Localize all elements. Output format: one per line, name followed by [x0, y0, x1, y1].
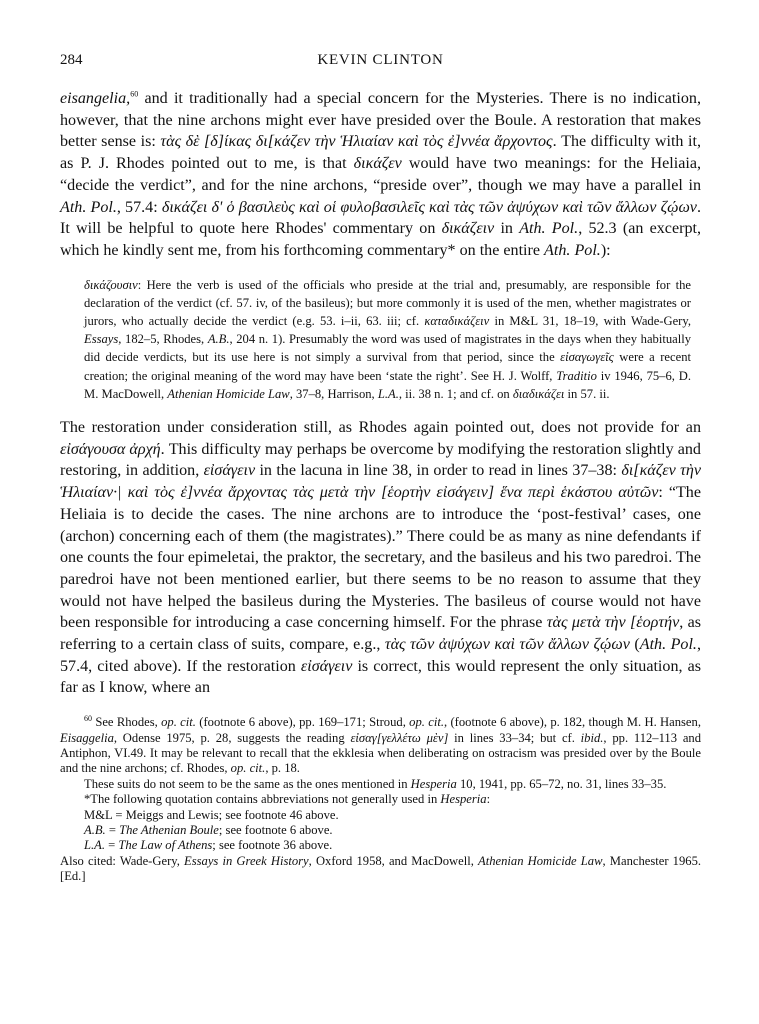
- text-run: in M&L 31, 18–19, with Wade-Gery,: [489, 314, 691, 329]
- text-run: iv 1946, 75–6, D. M. MacDowell,: [84, 368, 691, 401]
- footnote-60: [60, 715, 701, 777]
- footnote-suits: [60, 777, 701, 792]
- greek-quotation: δικάζει δ' ὁ βασιλεὺς καὶ οἱ φυλοβασιλεῖς καὶ τὰς τῶν ἀψύχων καὶ τῶν ἄλλων ζῴων: [161, 198, 697, 216]
- greek-term: δικάζεν: [353, 155, 402, 173]
- footnote-also-cited: [60, 854, 701, 885]
- abbreviation-line: [60, 823, 701, 838]
- abbreviation-expansion: The Law of Athens: [118, 838, 213, 853]
- greek-restoration: τὰς δὲ [δ]ίκας δι[κάζεν τὴν Ἡλιαίαν καὶ τὸς ἐ]ννέα ἄρχοντος: [160, 133, 553, 151]
- text-run: , (footnote 6 above), p. 182, though M. H. Hansen,: [443, 715, 701, 730]
- text-run: These suits do not seem to be the same as the ones mentioned in: [84, 776, 411, 791]
- citation-title: L.A.: [377, 386, 399, 401]
- text-run: : Here the verb is used of the officials who preside at the trial and, presumably, are responsible for the declaration of the verdict (cf. 57. iv, of the basileus); but more commonly it is used of the men, whether magistrates or jurors, who actually decide the verdict (e.g. 53. i–ii, 63. iii; cf.: [84, 277, 691, 329]
- abbreviation-expansion: Meiggs and Lewis; see footnote 46 above.: [125, 807, 339, 822]
- text-run: is correct, this would represent the only situation, as far as I know, where an: [60, 657, 701, 697]
- greek-restoration: δι[κάζεν τὴν Ἡλιαίαν·| καὶ τὸς ἐ]ννέα ἄρχοντας τὰς μετὰ τὴν [ἑορτὴν εἰσάγειν] ἕνα περὶ ἑκάστου αὐτῶν: [60, 462, 701, 502]
- footnote-ref-60: 60: [130, 89, 139, 99]
- citation-title: A.B.: [207, 332, 230, 347]
- main-text: [60, 88, 701, 262]
- text-run: , 204 n. 1). Presumably the word was used of magistrates in the days when they habitually did decide verdicts, but its use here is not simply a survival from that period, since the: [84, 332, 692, 365]
- abbreviation-expansion: The Athenian Boule: [119, 823, 219, 838]
- citation-title: Traditio: [556, 368, 597, 383]
- text-run: 10, 1941, pp. 65–72, no. 31, lines 33–35.: [456, 776, 667, 791]
- journal-title: Hesperia: [410, 776, 457, 791]
- text-run: ; see footnote 36 above.: [212, 838, 333, 853]
- citation-abbr: op. cit.: [230, 761, 266, 776]
- equals-sign: =: [105, 838, 119, 853]
- main-text-continued: [60, 417, 701, 699]
- text-run: in: [494, 220, 520, 238]
- greek-term: διαδικάζει: [512, 386, 565, 401]
- citation-title: Eisaggelia: [60, 730, 114, 745]
- citation-abbr: op. cit.: [161, 715, 196, 730]
- text-run: . The difficulty with it, as P. J. Rhodes pointed out to me, is that: [60, 133, 701, 173]
- greek-phrase: τὰς μετὰ τὴν [ἑορτήν: [546, 614, 680, 632]
- text-run: , ii. 38 n. 1; and cf. on: [398, 386, 513, 401]
- equals-sign: =: [105, 823, 120, 838]
- text-run: See Rhodes,: [92, 715, 162, 730]
- footnote-mark: 60: [84, 714, 92, 723]
- greek-term: εἰσάγουσα ἀρχή: [60, 440, 161, 458]
- text-run: ; see footnote 6 above.: [218, 823, 333, 838]
- equals-sign: =: [112, 807, 126, 822]
- running-title: KEVIN CLINTON: [317, 52, 444, 68]
- abbreviation-line: [60, 838, 701, 853]
- text-run: *The following quotation contains abbreviations not generally used in: [84, 792, 441, 807]
- citation-ath-pol: Ath. Pol.: [639, 636, 697, 654]
- page: [60, 52, 701, 885]
- text-run: . It will be helpful to quote here Rhodes' commentary on: [60, 198, 701, 238]
- citation-abbr: op. cit.: [409, 715, 444, 730]
- abbreviation-line: [60, 808, 701, 823]
- greek-term: καταδικάζειν: [424, 314, 490, 329]
- running-head: [60, 52, 701, 74]
- greek-reading: εἰσαγ[γελλέτω μὲν]: [350, 730, 449, 745]
- text-run: , Oxford 1958, and MacDowell,: [308, 853, 479, 868]
- footnotes: [60, 715, 701, 884]
- text-run: , 37–8, Harrison,: [289, 386, 378, 401]
- text-run: The restoration under consideration still, as Rhodes again pointed out, does not provide for an: [60, 419, 701, 437]
- text-run: , Manchester 1965. [Ed.]: [60, 853, 702, 884]
- text-run: : “The Heliaia is to decide the cases. The nine archons are to introduce the ‘post-festival’ cases, one (archon) concerning each of them (the magistrates).” There could be as many as nine defendants if one counts the four epimeletai, the praktor, the secretary, and the basileus and his two paredroi. The paredroi have not been mentioned earlier, but there seems to be no reason to assume that they would not have helped the basileus during the Mysteries. The basileus of course would not have been responsible for introducing a case concerning himself. For the phrase: [60, 484, 701, 632]
- citation-title: Athenian Homicide Law: [478, 853, 603, 868]
- citation-abbr: ibid.: [580, 730, 604, 745]
- abbreviation: L.A.: [84, 838, 105, 853]
- paragraph-1: [60, 88, 701, 262]
- greek-term: εἰσάγειν: [300, 657, 353, 675]
- text-run: , p. 18.: [265, 761, 300, 776]
- text-run: (footnote 6 above), pp. 169–171; Stroud,: [195, 715, 410, 730]
- greek-term: δικάζειν: [441, 220, 495, 238]
- journal-title: Hesperia: [440, 792, 487, 807]
- abbreviation: A.B.: [84, 823, 106, 838]
- abbreviation: M&L: [84, 807, 113, 822]
- citation-title: Essays: [84, 332, 119, 347]
- text-run: , 57.4:: [116, 198, 162, 216]
- greek-term: εἰσαγωγεῖς: [560, 350, 614, 365]
- text-run: , as referring to a certain class of suits, compare, e.g.,: [60, 614, 701, 654]
- text-run: in 57. ii.: [564, 386, 610, 401]
- citation-ath-pol: Ath. Pol.: [519, 220, 579, 238]
- text-run: (: [629, 636, 640, 654]
- footnote-star: [60, 792, 701, 807]
- citation-ath-pol: Ath. Pol.: [544, 241, 601, 259]
- text-run: , pp. 112–113 and Antiphon, VI.49. It may be relevant to recall that the ekklesia when deliberating on ostracism was presided over by the Boule and the nine archons; cf. Rhodes,: [60, 730, 701, 776]
- paragraph-2: [60, 417, 701, 699]
- block-quote: [84, 276, 691, 403]
- text-run: , 52.3 (an excerpt, which he kindly sent me, from his forthcoming commentary* on the entire: [60, 220, 701, 259]
- text-run: in lines 33–34; but cf.: [448, 730, 581, 745]
- text-run: . This difficulty may perhaps be overcome by modifying the restoration slightly and restoring, in addition,: [60, 440, 701, 480]
- text-run: Also cited: Wade-Gery,: [60, 853, 185, 868]
- greek-term: εἰσάγειν: [203, 462, 256, 480]
- citation-ath-pol: Ath. Pol.: [60, 198, 117, 216]
- text-run: ):: [600, 241, 611, 259]
- term-eisangelia: eisangelia,: [60, 90, 131, 107]
- citation-title: Athenian Homicide Law: [167, 386, 290, 401]
- citation-title: Essays in Greek History: [184, 853, 309, 868]
- page-number: 284: [60, 52, 83, 68]
- text-run: , Odense 1975, p. 28, suggests the reading: [113, 730, 351, 745]
- text-run: in the lacuna in line 38, in order to read in lines 37–38:: [255, 462, 622, 480]
- text-run: :: [486, 792, 491, 807]
- text-run: , 182–5, Rhodes,: [118, 332, 208, 347]
- greek-lemma: δικάζουσιν: [84, 277, 138, 292]
- text-run: were a recent creation; the original meaning of the word may have been ‘state the right’. See H. J. Wolff,: [84, 350, 691, 383]
- text-run: would have two meanings: for the Heliaia, “decide the verdict”, and for the nine archons, “preside over”, though we may have a parallel in: [60, 155, 701, 194]
- text-run: and it traditionally had a special concern for the Mysteries. There is no indication, however, that the nine archons might ever have presided over the Boule. A restoration that makes better sense is:: [60, 90, 701, 151]
- text-run: , 57.4, cited above). If the restoration: [60, 636, 701, 675]
- greek-phrase: τὰς τῶν ἀψύχων καὶ τῶν ἄλλων ζῴων: [384, 636, 630, 654]
- quote-paragraph: [84, 276, 691, 403]
